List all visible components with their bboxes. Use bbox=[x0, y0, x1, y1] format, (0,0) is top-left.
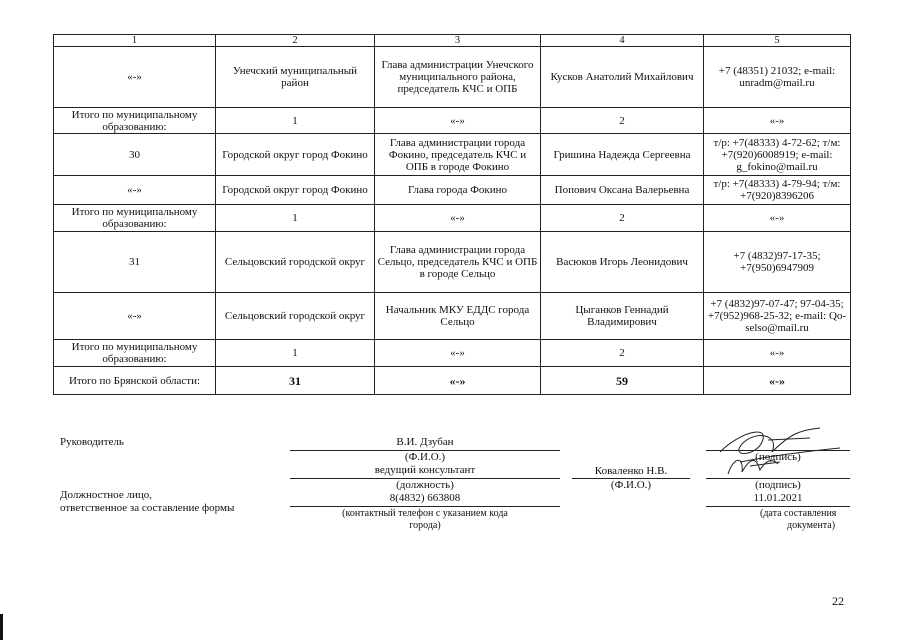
table-row bbox=[54, 47, 851, 108]
table-cell: 1 bbox=[216, 108, 375, 134]
head-label: Руководитель bbox=[60, 436, 124, 448]
table-cell: +7 (48351) 21032; e-mail: unradm@mail.ru bbox=[704, 47, 851, 108]
responsible-name: Коваленко Н.В. bbox=[594, 465, 668, 477]
table-cell: 1 bbox=[216, 205, 375, 232]
table-cell: 59 bbox=[541, 367, 704, 395]
position-caption: (должность) bbox=[396, 479, 454, 491]
table-cell: «-» bbox=[704, 205, 851, 232]
table-cell: Глава администрации Унечского муниципального района, председатель КЧС и ОПБ bbox=[375, 47, 541, 108]
phone-value: 8(4832) 663808 bbox=[389, 492, 461, 504]
table-cell: Глава администрации города Фокино, председатель КЧС и ОПБ в городе Фокино bbox=[375, 134, 541, 176]
phone-caption-1: (контактный телефон с указанием кода bbox=[342, 508, 508, 519]
table-cell: «-» bbox=[54, 293, 216, 340]
fio-caption: (Ф.И.О.) bbox=[404, 451, 446, 463]
table-row bbox=[54, 232, 851, 293]
table-row bbox=[54, 176, 851, 205]
table-cell: «-» bbox=[375, 205, 541, 232]
responsible-label-2: ответственное за составление формы bbox=[60, 502, 235, 514]
phone-caption-2: города) bbox=[409, 520, 441, 531]
table-cell: «-» bbox=[375, 108, 541, 134]
table-cell: 30 bbox=[54, 134, 216, 176]
table-cell: +7 (4832)97-07-47; 97-04-35; +7(952)968-25-32; e-mail: Qo-selso@mail.ru bbox=[704, 293, 851, 340]
contacts-table bbox=[53, 34, 851, 395]
table-header-row bbox=[54, 35, 851, 47]
table-cell: «-» bbox=[54, 47, 216, 108]
table-cell: +7 (4832)97-17-35; +7(950)6947909 bbox=[704, 232, 851, 293]
table-cell: Городской округ город Фокино bbox=[216, 134, 375, 176]
table-cell: Васюков Игорь Леонидович bbox=[541, 232, 704, 293]
header-cell: 2 bbox=[216, 35, 375, 47]
table-cell: «-» bbox=[375, 367, 541, 395]
head-name: В.И. Дзубан bbox=[396, 436, 454, 448]
table-cell: «-» bbox=[704, 108, 851, 134]
signature-caption: (подпись) bbox=[755, 451, 801, 463]
table-cell: Сельцовский городской округ bbox=[216, 232, 375, 293]
table-cell: 31 bbox=[54, 232, 216, 293]
table-cell: 2 bbox=[541, 340, 704, 367]
table-total-row bbox=[54, 367, 851, 395]
table-cell: Итого по муниципальному образованию: bbox=[54, 108, 216, 134]
table-row bbox=[54, 134, 851, 176]
table-cell: Глава администрации города Сельцо, председатель КЧС и ОПБ в городе Сельцо bbox=[375, 232, 541, 293]
table-cell: Начальник МКУ ЕДДС города Сельцо bbox=[375, 293, 541, 340]
table-row bbox=[54, 108, 851, 134]
phone-line bbox=[290, 506, 560, 507]
header-cell: 5 bbox=[704, 35, 851, 47]
table-cell: «-» bbox=[704, 367, 851, 395]
date-caption-2: документа) bbox=[787, 520, 836, 531]
table-row bbox=[54, 340, 851, 367]
table-cell: «-» bbox=[54, 176, 216, 205]
table-cell: Глава города Фокино bbox=[375, 176, 541, 205]
header-cell: 3 bbox=[375, 35, 541, 47]
table-cell: Гришина Надежда Сергеевна bbox=[541, 134, 704, 176]
page-number: 22 bbox=[832, 594, 844, 608]
header-cell: 4 bbox=[541, 35, 704, 47]
header-cell: 1 bbox=[54, 35, 216, 47]
table-cell: т/р: +7(48333) 4-72-62; т/м: +7(920)6008919; e-mail: g_fokino@mail.ru bbox=[704, 134, 851, 176]
date-caption-1: (дата составления bbox=[760, 508, 837, 519]
scan-edge-mark bbox=[0, 614, 3, 640]
responsible-signature-caption: (подпись) bbox=[755, 479, 801, 491]
responsible-fio-caption: (Ф.И.О.) bbox=[610, 479, 652, 491]
table-cell: 1 bbox=[216, 340, 375, 367]
table-cell: «-» bbox=[375, 340, 541, 367]
date-value: 11.01.2021 bbox=[753, 492, 803, 504]
table-cell: Итого по муниципальному образованию: bbox=[54, 205, 216, 232]
table-cell: Городской округ город Фокино bbox=[216, 176, 375, 205]
table-cell: Сельцовский городской округ bbox=[216, 293, 375, 340]
table-cell: «-» bbox=[704, 340, 851, 367]
table-cell: Итого по муниципальному образованию: bbox=[54, 340, 216, 367]
table-cell: Унечский муниципальный район bbox=[216, 47, 375, 108]
table-row bbox=[54, 293, 851, 340]
date-line bbox=[706, 506, 850, 507]
signature-line bbox=[706, 450, 850, 451]
table-cell: т/р: +7(48333) 4-79-94; т/м: +7(920)8396206 bbox=[704, 176, 851, 205]
responsible-label-1: Должностное лицо, bbox=[60, 489, 152, 501]
table-cell: Кусков Анатолий Михайлович bbox=[541, 47, 704, 108]
table-cell: Попович Оксана Валерьевна bbox=[541, 176, 704, 205]
table-cell: Итого по Брянской области: bbox=[54, 367, 216, 395]
position-value: ведущий консультант bbox=[374, 464, 476, 476]
table-cell: 2 bbox=[541, 108, 704, 134]
table-cell: 31 bbox=[216, 367, 375, 395]
table-row bbox=[54, 205, 851, 232]
table-cell: 2 bbox=[541, 205, 704, 232]
table-cell: Цыганков Геннадий Владимирович bbox=[541, 293, 704, 340]
